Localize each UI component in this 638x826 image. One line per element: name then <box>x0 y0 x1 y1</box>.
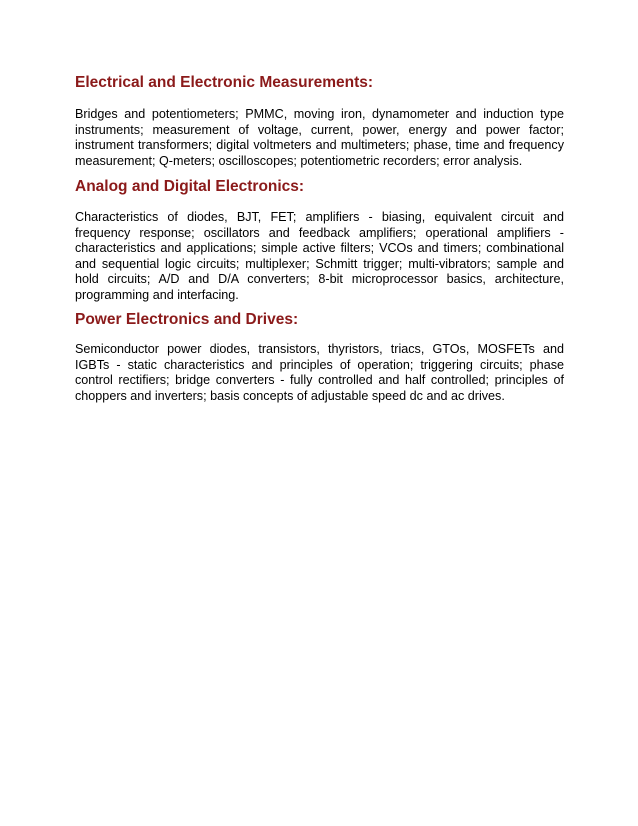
section-heading-measurements: Electrical and Electronic Measurements: <box>75 74 374 91</box>
section-body-measurements: Bridges and potentiometers; PMMC, moving iron, dynamometer and induction type instruments; measurement of voltage, current, power, energy and power factor; instrument transformers; digital voltmeters and multimeters; phase, time and frequency measurement; Q-meters; oscilloscopes; potentiometric recorders; error analysis. <box>75 107 564 168</box>
section-heading-analog-digital: Analog and Digital Electronics: <box>75 178 305 195</box>
section-body-power-electronics: Semiconductor power diodes, transistors, thyristors, triacs, GTOs, MOSFETs and IGBTs - static characteristics and principles of operation; triggering circuits; phase control rectifiers; bridge converters - fully controlled and half controlled; principles of choppers and inverters; basis concepts of adjustable speed dc and ac drives. <box>75 342 564 403</box>
section-body-analog-digital: Characteristics of diodes, BJT, FET; amplifiers - biasing, equivalent circuit and frequency response; oscillators and feedback amplifiers; operational amplifiers - characteristics and applications; simple active filters; VCOs and timers; combinational and sequential logic circuits; multiplexer; Schmitt trigger; multi-vibrators; sample and hold circuits; A/D and D/A converters; 8-bit microprocessor basics, architecture, programming and interfacing. <box>75 210 564 302</box>
section-heading-power-electronics: Power Electronics and Drives: <box>75 311 299 328</box>
